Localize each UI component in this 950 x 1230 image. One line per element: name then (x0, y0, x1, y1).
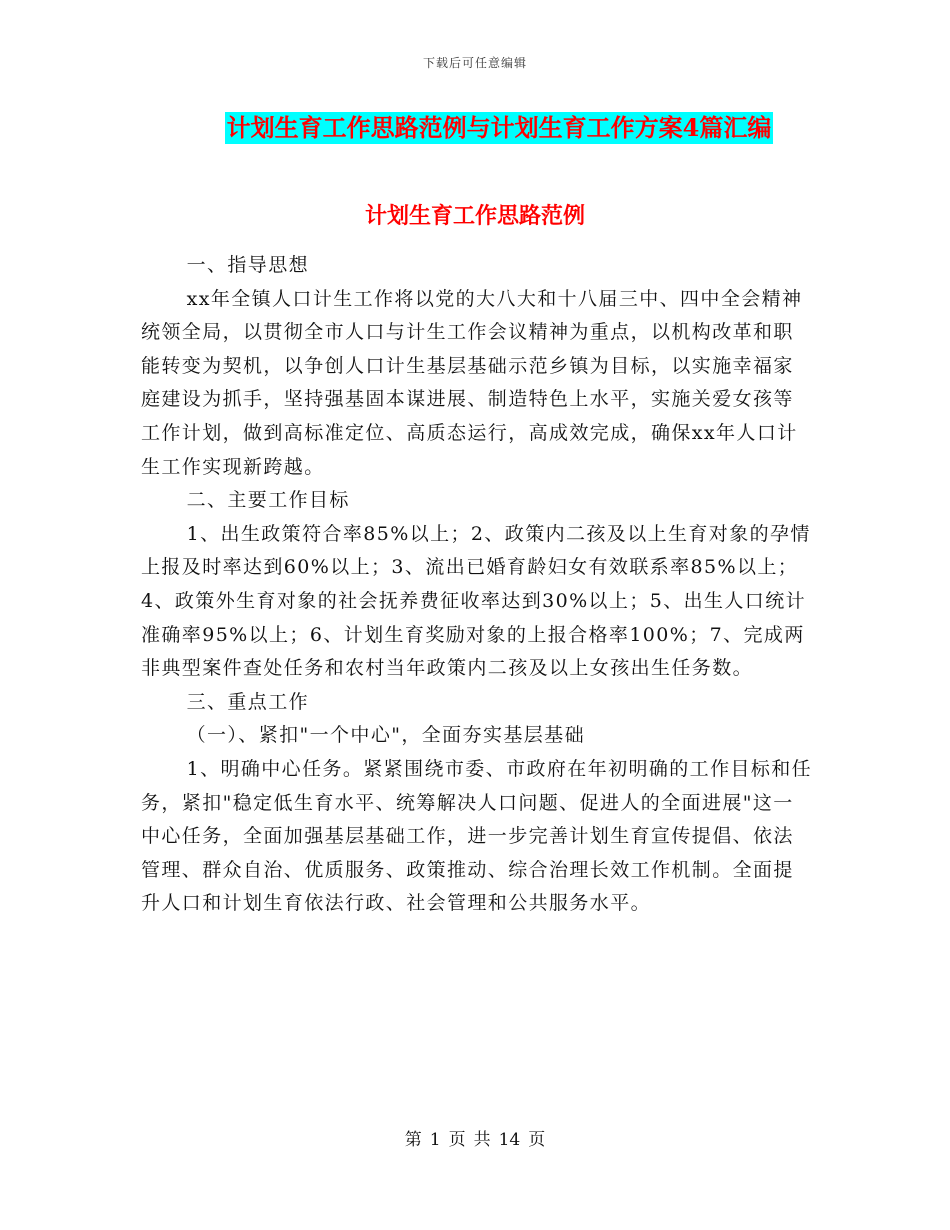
header-note: 下载后可任意编辑 (422, 56, 527, 70)
heading-key-work: 三、重点工作 (186, 690, 309, 713)
page-footer (0, 1125, 950, 1150)
footer-page-mid: 页 (448, 1130, 466, 1150)
paragraph-central-task: 1、明确中心任务。紧紧围绕市委、市政府在年初明确的工作目标和任务，紧扣"稳定低生育水平、统筹解决人口问题、促进人的全面进展"这一中心任务，全面加强基层基础工作，进一步完善计划生育宣传提倡、依法管理、群众自治、优质服务、政策推动、综合治理长效工作机制。全面提升人口和计划生育依法行政、社会管理和公共服务水平。 (141, 757, 813, 915)
main-title-container (0, 112, 950, 144)
main-title: 计划生育工作思路范例与计划生育工作方案4篇汇编 (226, 113, 772, 142)
footer-page-number: 1 (429, 1130, 441, 1150)
paragraph-guiding-thought: xx年全镇人口计生工作将以党的大八大和十八届三中、四中全会精神统领全局，以贯彻全市人口与计生工作会议精神为重点，以机构改革和职能转变为契机，以争创人口计生基层基础示范乡镇为目标，以实施幸福家庭建设为抓手，坚持强基固本谋进展、制造特色上水平，实施关爱女孩等工作计划，做到高标准定位、高质态运行，高成效完成，确保xx年人口计生工作实现新跨越。 (141, 287, 803, 478)
heading-main-goals: 二、主要工作目标 (186, 489, 350, 512)
footer-total-pages: 14 (498, 1130, 521, 1150)
footer-total-suffix: 页 (528, 1130, 546, 1150)
paragraph-main-goals: 1、出生政策符合率85%以上；2、政策内二孩及以上生育对象的孕情上报及时率达到60%以上；3、流出已婚育龄妇女有效联系率85%以上；4、政策外生育对象的社会抚养费征收率达到30%以上；5、出生人口统计准确率95%以上；6、计划生育奖励对象的上报合格率100%；7、完成两非典型案件查处任务和农村当年政策内二孩及以上女孩出生任务数。 (141, 522, 811, 680)
body-text (141, 249, 813, 921)
section-title: 计划生育工作思路范例 (364, 203, 585, 229)
subheading-one-center: （一）、紧扣"一个中心"，全面夯实基层基础 (186, 724, 585, 747)
footer-page-prefix: 第 (404, 1130, 422, 1150)
footer-total-prefix: 共 (473, 1130, 491, 1150)
heading-guiding-thought: 一、指导思想 (186, 254, 309, 276)
